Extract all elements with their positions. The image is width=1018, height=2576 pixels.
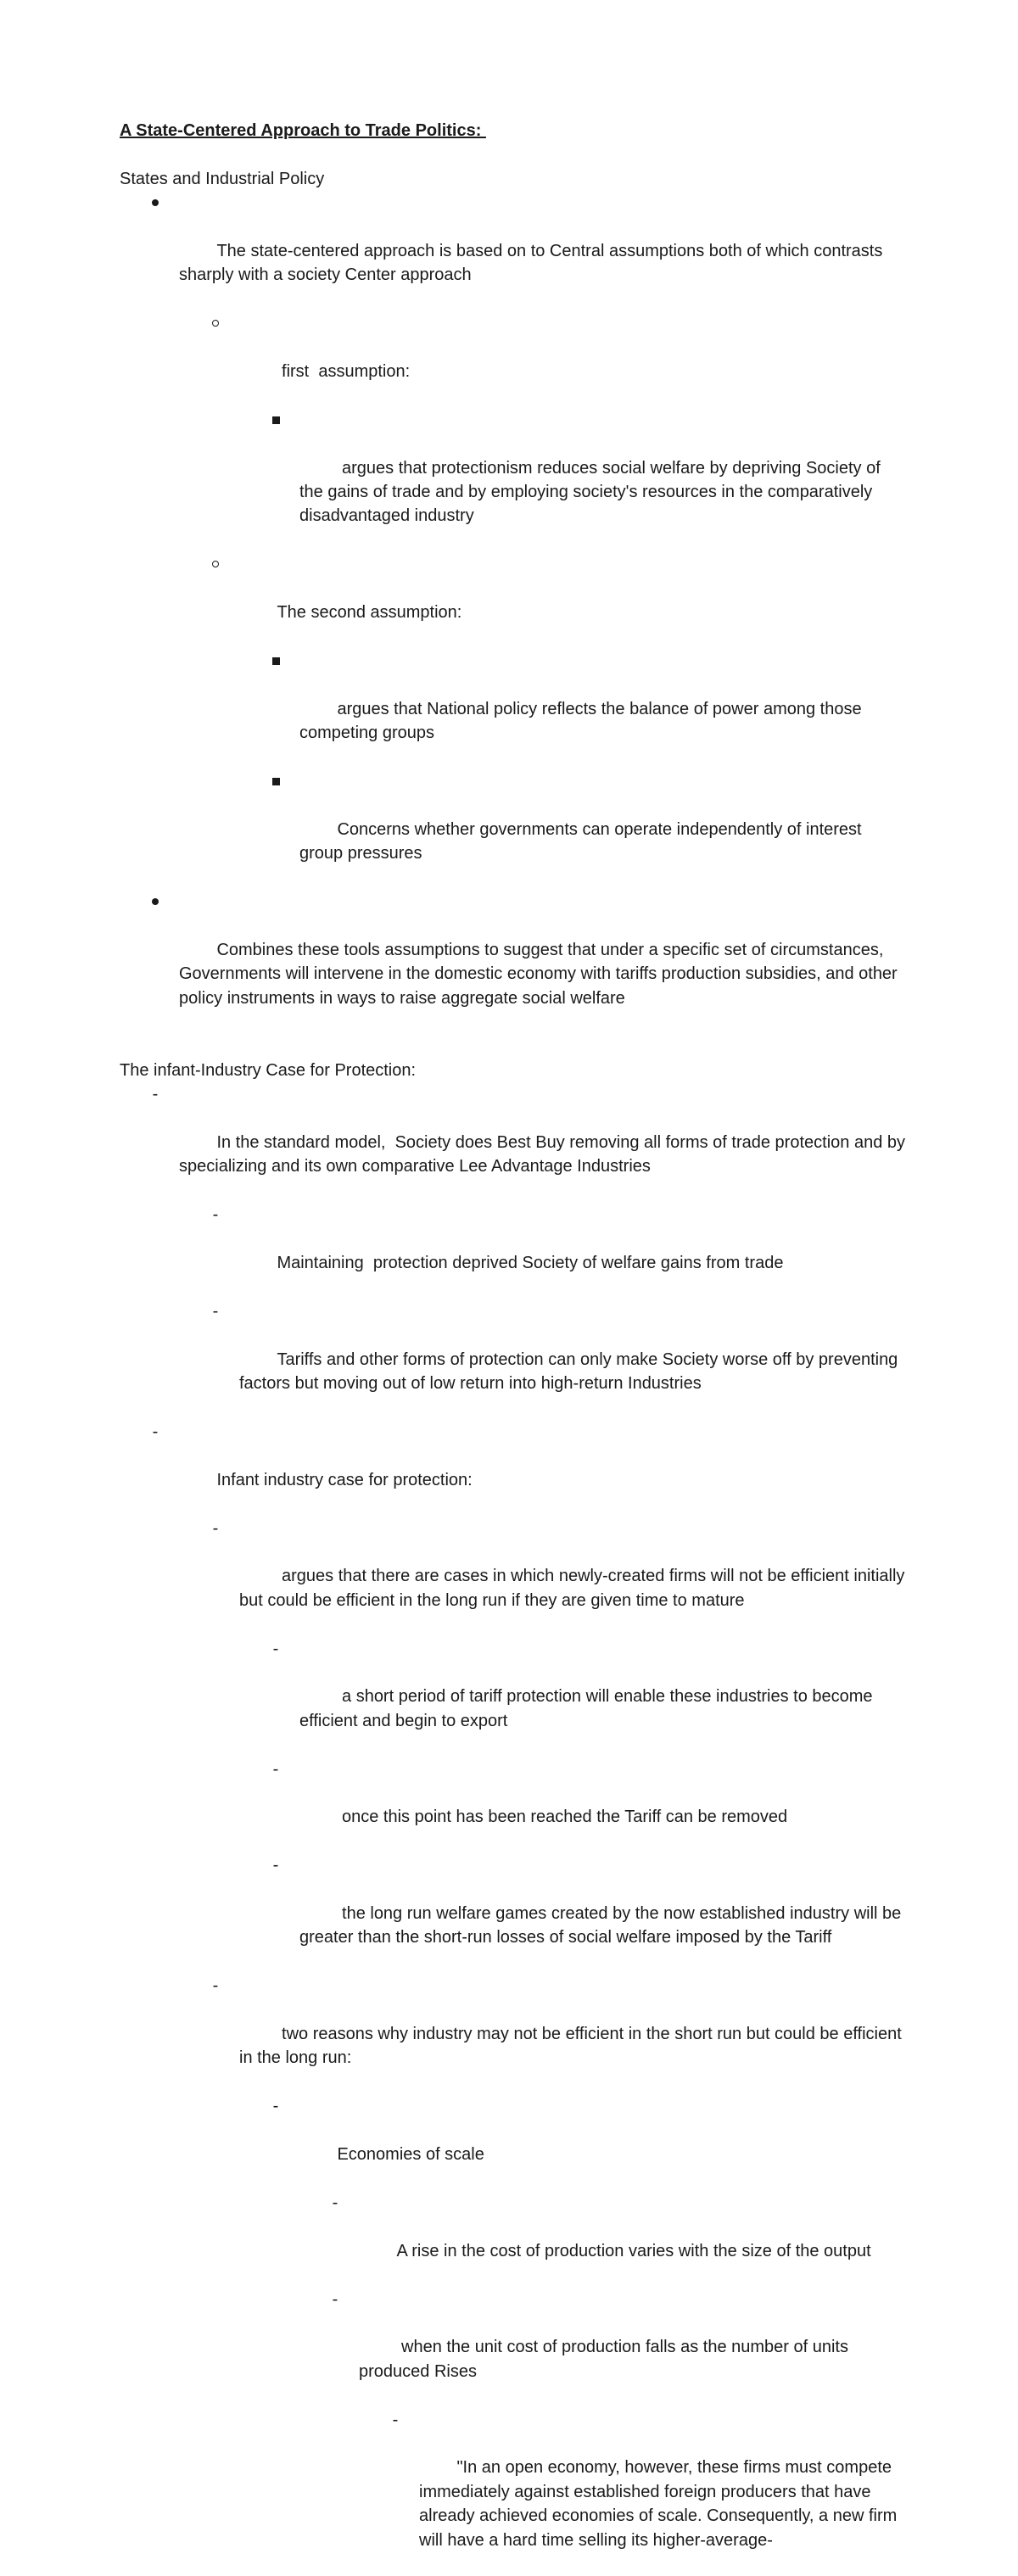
list-item-text: argues that there are cases in which newly-created firms will not be efficient initially but could be efficient in the long run if they are given time to mature	[239, 1567, 909, 1610]
list-item	[120, 649, 909, 769]
list-item	[120, 1203, 909, 1299]
bullet-circle-icon	[207, 552, 224, 576]
spacer	[120, 142, 909, 166]
list-item-text: when the unit cost of production falls as the number of units produced Rises	[359, 2338, 853, 2381]
list-item-text: two reasons why industry may not be efficient in the short run but could be efficient in the long run:	[239, 2025, 907, 2068]
list-item-text: once this point has been reached the Tariff can be removed	[337, 1808, 788, 1827]
bullet-dash-icon	[207, 1974, 224, 1998]
list-item-text: Infant industry case for protection:	[216, 1470, 473, 1489]
list-item-text: argues that National policy reflects the balance of power among those competing groups	[299, 699, 867, 743]
list-item	[120, 1757, 909, 1854]
bullet-dash-icon	[267, 2094, 284, 2118]
list-item-text: "In an open economy, however, these firms must compete immediately against established foreign producers that have already achieved economies of scale. Consequently, a new firm will have a hard time selling its higher-average-	[419, 2458, 902, 2550]
list-item-text: In the standard model, Society does Best Buy removing all forms of trade protection and by specializing and its own comparative Lee Advantage Industries	[179, 1133, 910, 1176]
list-item	[120, 2191, 909, 2288]
list-item	[120, 890, 909, 1034]
list-item	[120, 1637, 909, 1757]
document-body	[120, 119, 909, 2576]
list-item	[120, 408, 909, 552]
list-item	[120, 1420, 909, 1517]
list-item-text: Maintaining protection deprived Society of welfare gains from trade	[277, 1254, 784, 1273]
section-heading-states-industrial-policy: States and Industrial Policy	[120, 169, 325, 188]
list-item	[120, 552, 909, 649]
bullet-disc-icon	[147, 890, 164, 914]
list-item-text: Combines these tools assumptions to suggest that under a specific set of circumstances, Governments will intervene in the domestic economy with tariffs production subsidies, and other policy instruments in ways to raise aggregate social welfare	[179, 940, 903, 1008]
list-item-text: argues that protectionism reduces social welfare by depriving Society of the gains of trade and by employing society's resources in the comparatively disadvantaged industry	[299, 458, 886, 526]
list-item-text: a short period of tariff protection will enable these industries to become efficient and begin to export	[299, 1687, 878, 1730]
bullet-square-icon	[267, 408, 284, 432]
document-title: A State-Centered Approach to Trade Politics:	[120, 121, 486, 140]
bullet-dash-icon	[207, 1203, 224, 1227]
list-item-text: Economies of scale	[337, 2145, 484, 2165]
bullet-dash-icon	[267, 1637, 284, 1661]
list-item	[120, 2408, 909, 2576]
list-item	[120, 1082, 909, 1203]
list-item	[120, 769, 909, 890]
section-heading-infant-industry: The infant-Industry Case for Protection:	[120, 1060, 417, 1080]
bullet-dash-icon	[327, 2191, 344, 2215]
list-item	[120, 191, 909, 311]
list-item	[120, 2094, 909, 2191]
section-infant-industry-list	[120, 1082, 909, 2576]
list-item-text: first assumption:	[277, 362, 411, 382]
bullet-square-icon	[267, 649, 284, 673]
bullet-dash-icon	[327, 2288, 344, 2311]
bullet-dash-icon	[267, 1853, 284, 1877]
list-item-text: the long run welfare games created by the now established industry will be greater than the short-run losses of social welfare imposed by the Tariff	[299, 1904, 906, 1947]
bullet-dash-icon	[147, 1420, 164, 1444]
list-item	[120, 2288, 909, 2408]
bullet-disc-icon	[147, 191, 164, 215]
list-item	[120, 1974, 909, 2094]
list-item-text: The second assumption:	[277, 603, 462, 623]
bullet-square-icon	[267, 769, 284, 793]
section-states-industrial-policy-list	[120, 191, 909, 1034]
bullet-dash-icon	[267, 1757, 284, 1781]
list-item	[120, 1299, 909, 1420]
list-item	[120, 311, 909, 408]
list-item	[120, 1853, 909, 1974]
bullet-dash-icon	[147, 1082, 164, 1106]
spacer	[120, 1034, 909, 1058]
list-item-text: Concerns whether governments can operate independently of interest group pressures	[299, 819, 867, 863]
list-item-text: Tariffs and other forms of protection can only make Society worse off by preventing factors but moving out of low return into high-return Industries	[239, 1349, 903, 1394]
bullet-dash-icon	[207, 1299, 224, 1323]
list-item-text: A rise in the cost of production varies with the size of the output	[396, 2241, 871, 2260]
bullet-dash-icon	[387, 2408, 404, 2432]
list-item-text: The state-centered approach is based on to Central assumptions both of which contrasts sharply with a society Center approach	[179, 242, 887, 285]
bullet-circle-icon	[207, 311, 224, 335]
bullet-dash-icon	[207, 1517, 224, 1540]
list-item	[120, 1517, 909, 1637]
